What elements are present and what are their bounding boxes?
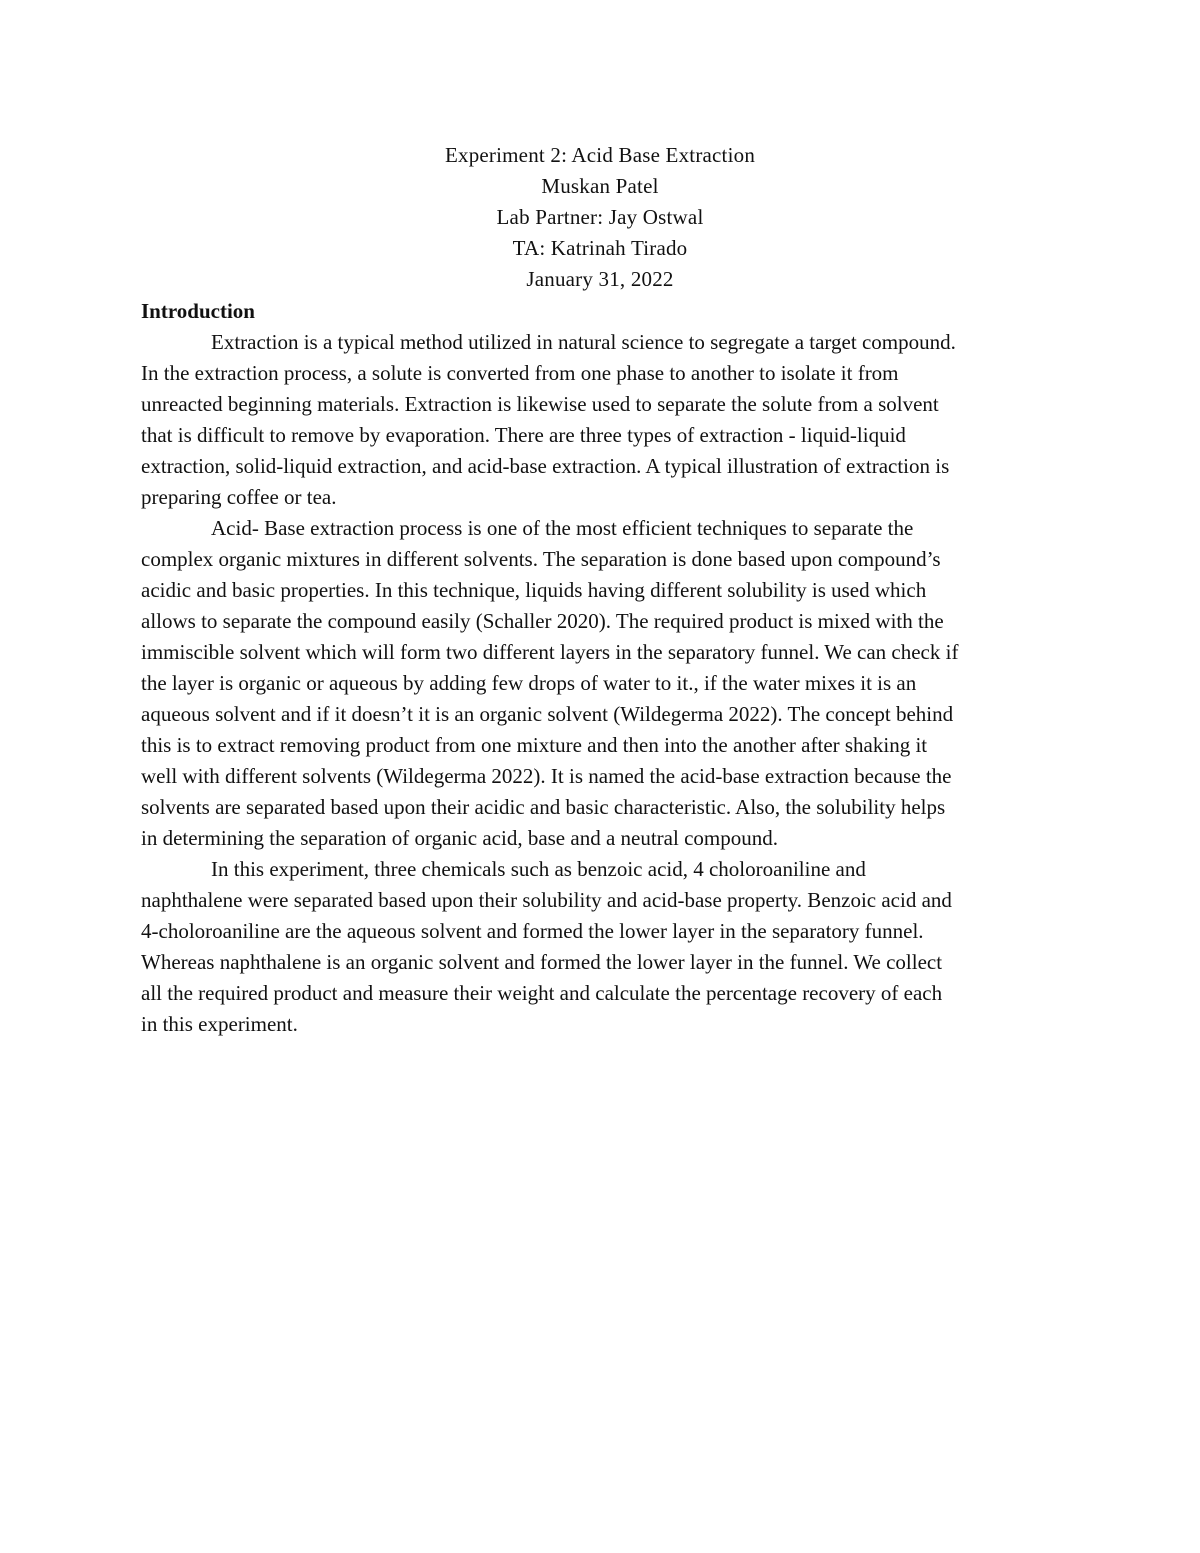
title-block — [0, 140, 1200, 295]
paragraph-line: in this experiment. — [141, 1012, 298, 1036]
author-name: Muskan Patel — [541, 174, 659, 198]
lab-partner: Lab Partner: Jay Ostwal — [496, 205, 704, 229]
paragraph-line: this is to extract removing product from one mixture and then into the another after shaking it — [141, 733, 928, 757]
paragraph-2 — [141, 513, 1071, 854]
paragraph-line: aqueous solvent and if it doesn’t it is an organic solvent (Wildegerma 2022). The concept behind — [141, 702, 954, 726]
paragraph-line: 4-choloroaniline are the aqueous solvent and formed the lower layer in the separatory funnel. — [141, 919, 924, 943]
paragraph-3 — [141, 854, 1071, 1040]
paragraph-line: that is difficult to remove by evaporation. There are three types of extraction - liquid-liquid — [141, 423, 906, 447]
section-heading: Introduction — [141, 299, 255, 323]
paragraph-line: Whereas naphthalene is an organic solvent and formed the lower layer in the funnel. We collect — [141, 950, 943, 974]
introduction-section — [141, 296, 1071, 1040]
paragraph-line: unreacted beginning materials. Extraction is likewise used to separate the solute from a solvent — [141, 392, 939, 416]
teaching-assistant: TA: Katrinah Tirado — [512, 236, 688, 260]
paragraph-1 — [141, 327, 1071, 513]
paragraph-line: preparing coffee or tea. — [141, 485, 337, 509]
paragraph-line: naphthalene were separated based upon their solubility and acid-base property. Benzoic acid and — [141, 888, 952, 912]
paragraph-line: allows to separate the compound easily (Schaller 2020). The required product is mixed with the — [141, 609, 944, 633]
paragraph-line: immiscible solvent which will form two different layers in the separatory funnel. We can check if — [141, 640, 959, 664]
document-date: January 31, 2022 — [526, 267, 674, 291]
paragraph-line: Acid- Base extraction process is one of the most efficient techniques to separate the — [211, 516, 914, 540]
paragraph-line: In the extraction process, a solute is converted from one phase to another to isolate it from — [141, 361, 899, 385]
paragraph-line: complex organic mixtures in different solvents. The separation is done based upon compound’s — [141, 547, 941, 571]
paragraph-line: solvents are separated based upon their acidic and basic characteristic. Also, the solubility helps — [141, 795, 946, 819]
paragraph-line: all the required product and measure their weight and calculate the percentage recovery of each — [141, 981, 943, 1005]
paragraph-line: in determining the separation of organic acid, base and a neutral compound. — [141, 826, 778, 850]
paragraph-line: Extraction is a typical method utilized in natural science to segregate a target compound. — [211, 330, 956, 354]
paragraph-line: extraction, solid-liquid extraction, and acid-base extraction. A typical illustration of extraction is — [141, 454, 950, 478]
paragraph-line: the layer is organic or aqueous by adding few drops of water to it., if the water mixes it is an — [141, 671, 917, 695]
paragraph-line: In this experiment, three chemicals such as benzoic acid, 4 choloroaniline and — [211, 857, 866, 881]
paragraph-line: acidic and basic properties. In this technique, liquids having different solubility is used which — [141, 578, 927, 602]
document-title: Experiment 2: Acid Base Extraction — [444, 143, 756, 167]
paragraph-line: well with different solvents (Wildegerma 2022). It is named the acid-base extraction because the — [141, 764, 952, 788]
